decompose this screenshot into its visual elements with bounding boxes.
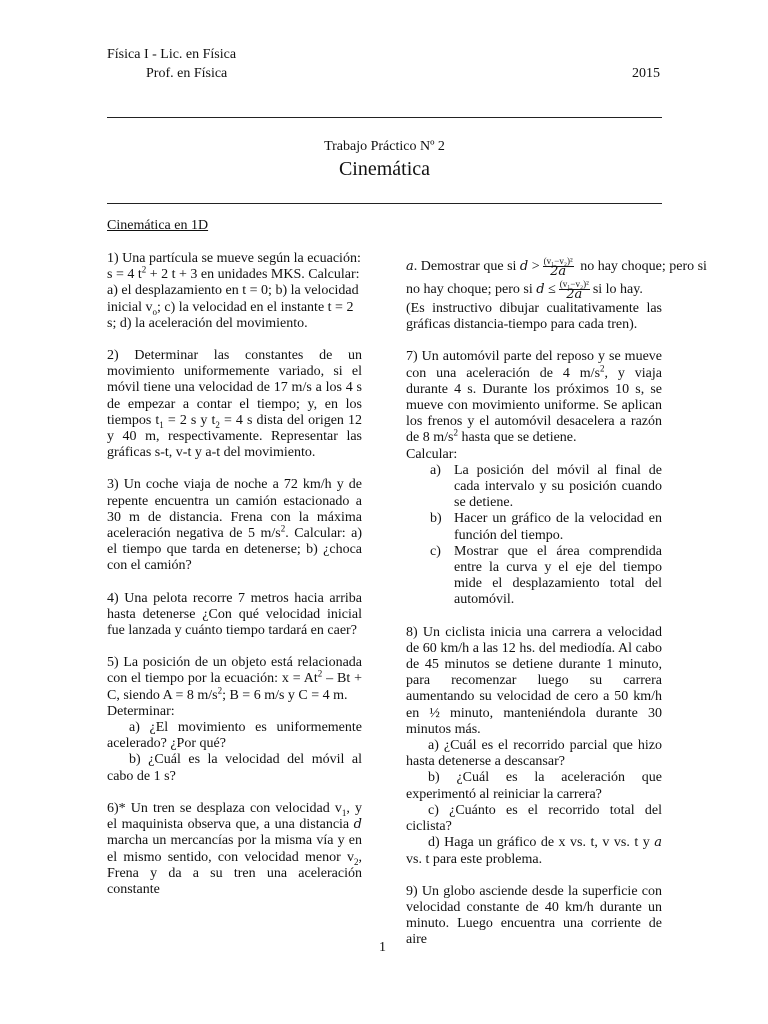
problem-8-statement: 8) Un ciclista inicia una carrera a velocidad de 60 km/h a las 12 hs. del mediodía. Al cabo de 45 minutos se detiene durante 1 minuto, para recomenzar luego su carrera aumentando su velocidad de cero a 50 km/h en ½ minuto, manteniéndola durante 30 minutos más. — [406, 624, 662, 737]
problem-1-line: a) el desplazamiento en t = 0; b) la velocidad — [107, 283, 359, 299]
problem-5 — [107, 655, 362, 785]
list-item: c) Mostrar que el área comprendida entre la curva y el eje del tiempo mide el desplazamiento total del automóvil. — [430, 543, 662, 608]
problem-7-statement: 7) Un automóvil parte del reposo y se mueve con una aceleración de 4 $m/s^2$, y viaja durante 4 s. Durante los próximos 10 s, se mueve con movimiento uniforme. Se aplican los frenos y el automóvil desacelera a razón de 8 $m/s^2$ hasta que se detiene. — [406, 349, 662, 446]
practice-subtitle: Trabajo Práctico Nº 2 — [324, 139, 445, 154]
section-heading: Cinemática en 1D — [107, 218, 209, 233]
page-title: Cinemática — [338, 158, 431, 180]
problem-8-question-d: d) Haga un gráfico de x vs. t, v vs. t y a vs. t para este problema. — [406, 835, 662, 867]
problem-7-calculate: Calcular: — [406, 446, 458, 462]
problem-1 — [107, 251, 362, 332]
problem-7-list — [406, 463, 662, 609]
problem-3: 3) Un coche viaja de noche a 72 km/h y de repente encuentra un camión estacionado a 30 m de distancia. Frena con la máxima aceleración negativa de 5 $m/s^2$. Calcular: a) el tiempo que tarda en detenerse; b) ¿choca con el camión? — [107, 477, 362, 574]
fraction: $\frac{\text{(v₁−v₂)²}}{2a}$ — [543, 256, 573, 280]
problem-1-line: inicial $v_o$; c) la velocidad en el instante t = 2 — [107, 299, 354, 317]
problem-6-continuation — [406, 255, 707, 333]
problem-5-question-b: b) ¿Cuál es la velocidad del móvil al cabo de 1 s? — [107, 752, 362, 784]
problem-1-line: s; d) la aceleración del movimiento. — [107, 315, 308, 331]
right-column — [406, 255, 707, 949]
problem-4: 4) Una pelota recorre 7 metros hacia arriba hasta detenerse ¿Con qué velocidad inicial fue lanzada y cuánto tiempo tardará en caer? — [107, 590, 362, 639]
header-year: 2015 — [632, 66, 660, 81]
problem-8-question-b: b) ¿Cuál es la aceleración que experimentó al reiniciar la carrera? — [406, 770, 662, 802]
problem-8-question-c: c) ¿Cuánto es el recorrido total del ciclista? — [406, 802, 662, 835]
problem-5-question-a: a) ¿El movimiento es uniformemente acelerado? ¿Por qué? — [107, 720, 362, 752]
header-course-2: Prof. en Física — [146, 66, 228, 81]
list-item: a) La posición del móvil al final de cada intervalo y su posición cuando se detiene. — [430, 462, 662, 511]
left-column — [107, 251, 362, 898]
header-course: Física I - Lic. en Física — [107, 47, 237, 62]
fraction: $\frac{\text{(v₁−v₂)²}}{2a}$ — [559, 279, 589, 303]
header-rule — [107, 117, 662, 118]
problem-1-line: 1) Una partícula se mueve según la ecuación: — [107, 251, 361, 266]
problem-6-condition-line: a. Demostrar que si d > $\frac{\text{(v₁−v₂)²}}{2a}$ no hay choque; pero si — [406, 256, 707, 280]
problem-6-collision-line: no hay choque; pero si d ≤ $\frac{\text{(v₁−v₂)²}}{2a}$ si lo hay. — [406, 279, 643, 303]
list-item: b) Hacer un gráfico de la velocidad en función del tiempo. — [430, 511, 662, 543]
page-number: 1 — [379, 940, 386, 955]
problem-9: 9) Un globo asciende desde la superficie con velocidad constante de 40 km/h durante un minuto. Luego encuentra una corriente de aire — [406, 883, 662, 948]
problem-6: 6)* Un tren se desplaza con velocidad $v_1$, y el maquinista observa que, a una distancia d marcha un mercancías por la misma vía y en el mismo sentido, con velocidad menor $v_2$, Frena y da a su tren una aceleración constante — [107, 800, 363, 897]
problem-5-determine: Determinar: — [107, 703, 175, 719]
problem-6-note: (Es instructivo dibujar cualitativamente las gráficas distancia-tiempo para cada tren). — [406, 301, 662, 333]
problem-5-statement: 5) La posición de un objeto está relacionada con el tiempo por la ecuación: $x = At^2 - Bt + C$, siendo A = 8 $m/s^2$; B = 6 m/s y C = 4 m. — [107, 655, 363, 703]
problem-1-line: s = 4 $t^2 + 2$ t + 3 en unidades MKS. Calcular: — [107, 264, 360, 283]
problem-8 — [406, 625, 662, 868]
problem-8-question-a: a) ¿Cuál es el recorrido parcial que hizo hasta detenerse a descansar? — [406, 738, 662, 770]
title-rule — [107, 203, 662, 204]
problem-7 — [406, 349, 662, 608]
problem-2: 2) Determinar las constantes de un movimiento uniformemente variado, si el móvil tiene una velocidad de 17 m/s a los 4 s de empezar a contar el tiempo; y, en los tiempos $t_1 = 2$ s y $t_2 = 4$ s dista del origen 12 y 40 m, respectivamente. Representar las gráficas s-t, v-t y a-t del movimiento. — [107, 348, 363, 461]
